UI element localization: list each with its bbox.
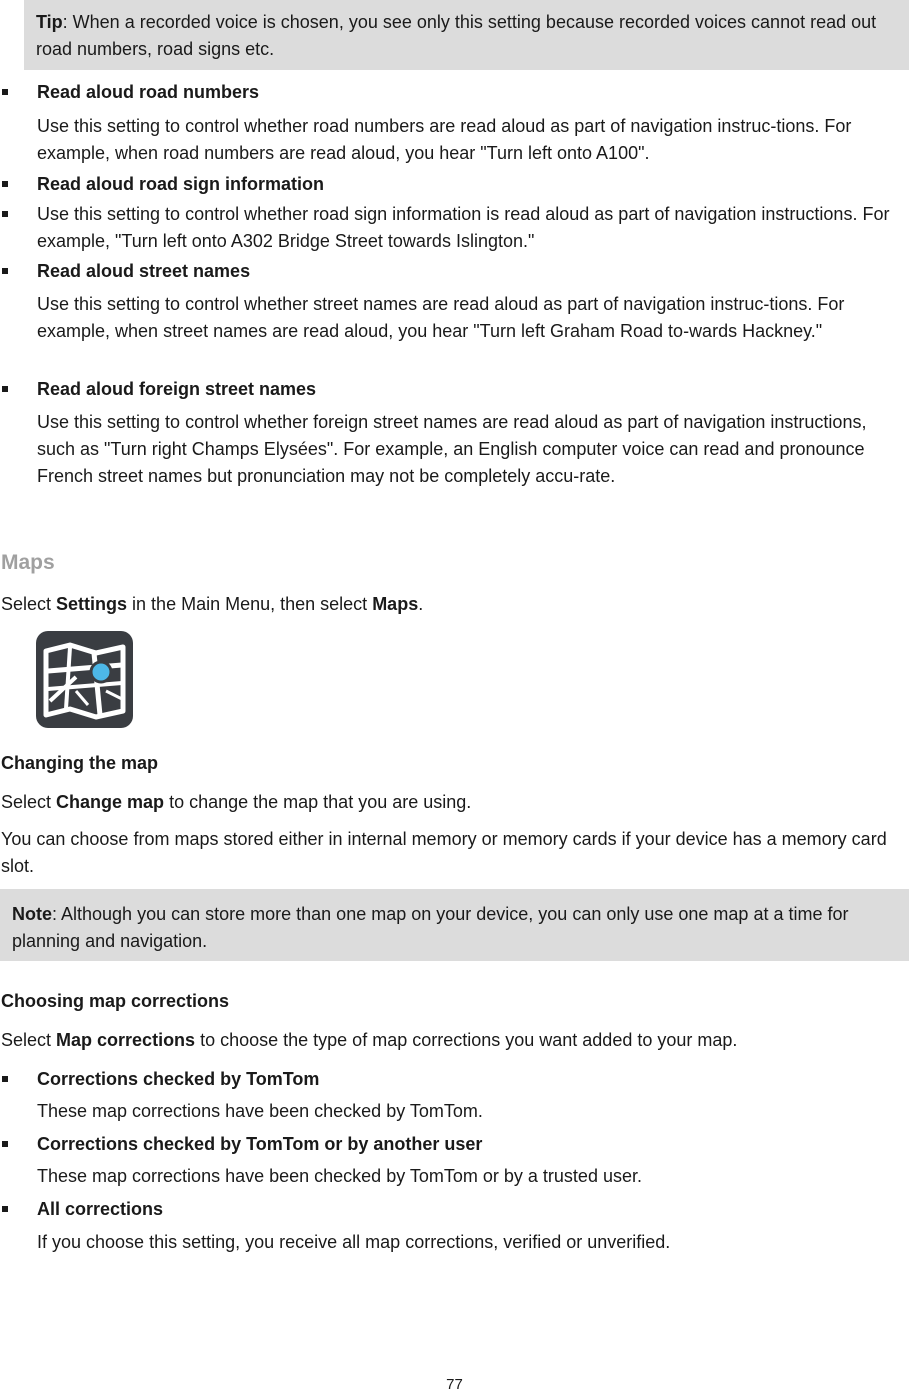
tip-text: : When a recorded voice is chosen, you see only this setting because recorded voices cannot read out road numbers, road signs etc. [36, 12, 877, 59]
settings-keyword: Settings [56, 594, 128, 614]
changing-map-line2: You can choose from maps stored either in internal memory or memory cards if your device has a memory card slot. [1, 829, 887, 876]
maps-intro-text: Select [1, 594, 57, 614]
map-corrections-keyword: Map corrections [56, 1030, 196, 1050]
changing-map-text: Select [1, 792, 57, 812]
correction-desc-all: If you choose this setting, you receive all map corrections, verified or unverified. [37, 1232, 671, 1252]
correction-desc-tomtom-or-user: These map corrections have been checked by TomTom or by a trusted user. [37, 1166, 642, 1186]
bullet-icon [2, 211, 8, 217]
setting-desc-road-numbers: Use this setting to control whether road numbers are read aloud as part of navigation instruc-tions. For example, when road numbers are read aloud, you hear "Turn left onto A100". [37, 116, 852, 163]
corrections-intro-text: Select [1, 1030, 57, 1050]
setting-desc-road-sign-info: Use this setting to control whether road sign information is read aloud as part of navigation instructions. For example, "Turn left onto A302 Bridge Street towards Islington." [37, 204, 890, 251]
correction-title-tomtom: Corrections checked by TomTom [37, 1069, 320, 1089]
bullet-icon [2, 1141, 8, 1147]
corrections-intro [1, 1027, 906, 1054]
bullet-icon [2, 89, 8, 95]
setting-desc-foreign-street-names: Use this setting to control whether foreign street names are read aloud as part of navigation instructions, such as "Turn right Champs Elysées". For example, an English computer voice can read and pronounce French street names but pronunciation may not be completely accu-rate. [37, 412, 867, 486]
heading-changing-map: Changing the map [1, 753, 158, 773]
changing-map-text: to change the map that you are using. [164, 792, 472, 812]
tip-label: Tip [36, 12, 63, 32]
setting-title-road-numbers: Read aloud road numbers [37, 82, 260, 102]
bullet-icon [2, 181, 8, 187]
maps-keyword: Maps [372, 594, 419, 614]
setting-title-foreign-street-names: Read aloud foreign street names [37, 379, 317, 399]
heading-choosing-corrections: Choosing map corrections [1, 991, 230, 1011]
setting-title-street-names: Read aloud street names [37, 261, 251, 281]
correction-title-tomtom-or-user: Corrections checked by TomTom or by another user [37, 1134, 483, 1154]
tip-box [24, 0, 909, 70]
bullet-icon [2, 386, 8, 392]
page-number: 77 [446, 1376, 463, 1393]
note-label: Note [12, 904, 52, 924]
change-map-keyword: Change map [56, 792, 165, 812]
maps-icon [36, 631, 133, 728]
note-text: : Although you can store more than one map on your device, you can only use one map at a time for planning and navigation. [12, 904, 849, 951]
setting-title-road-sign-info: Read aloud road sign information [37, 174, 325, 194]
corrections-intro-text: to choose the type of map corrections you want added to your map. [195, 1030, 738, 1050]
changing-map-line1 [1, 789, 906, 816]
maps-intro-text: in the Main Menu, then select [127, 594, 373, 614]
section-title-maps: Maps [1, 551, 55, 574]
correction-desc-tomtom: These map corrections have been checked by TomTom. [37, 1101, 483, 1121]
note-box [0, 889, 909, 961]
setting-desc-street-names: Use this setting to control whether street names are read aloud as part of navigation instruc-tions. For example, when street names are read aloud, you hear "Turn left Graham Road to-wards Hackney." [37, 294, 845, 341]
bullet-icon [2, 1206, 8, 1212]
correction-title-all: All corrections [37, 1199, 164, 1219]
maps-intro [1, 591, 906, 618]
bullet-icon [2, 1076, 8, 1082]
bullet-icon [2, 268, 8, 274]
maps-intro-text: . [418, 594, 424, 614]
